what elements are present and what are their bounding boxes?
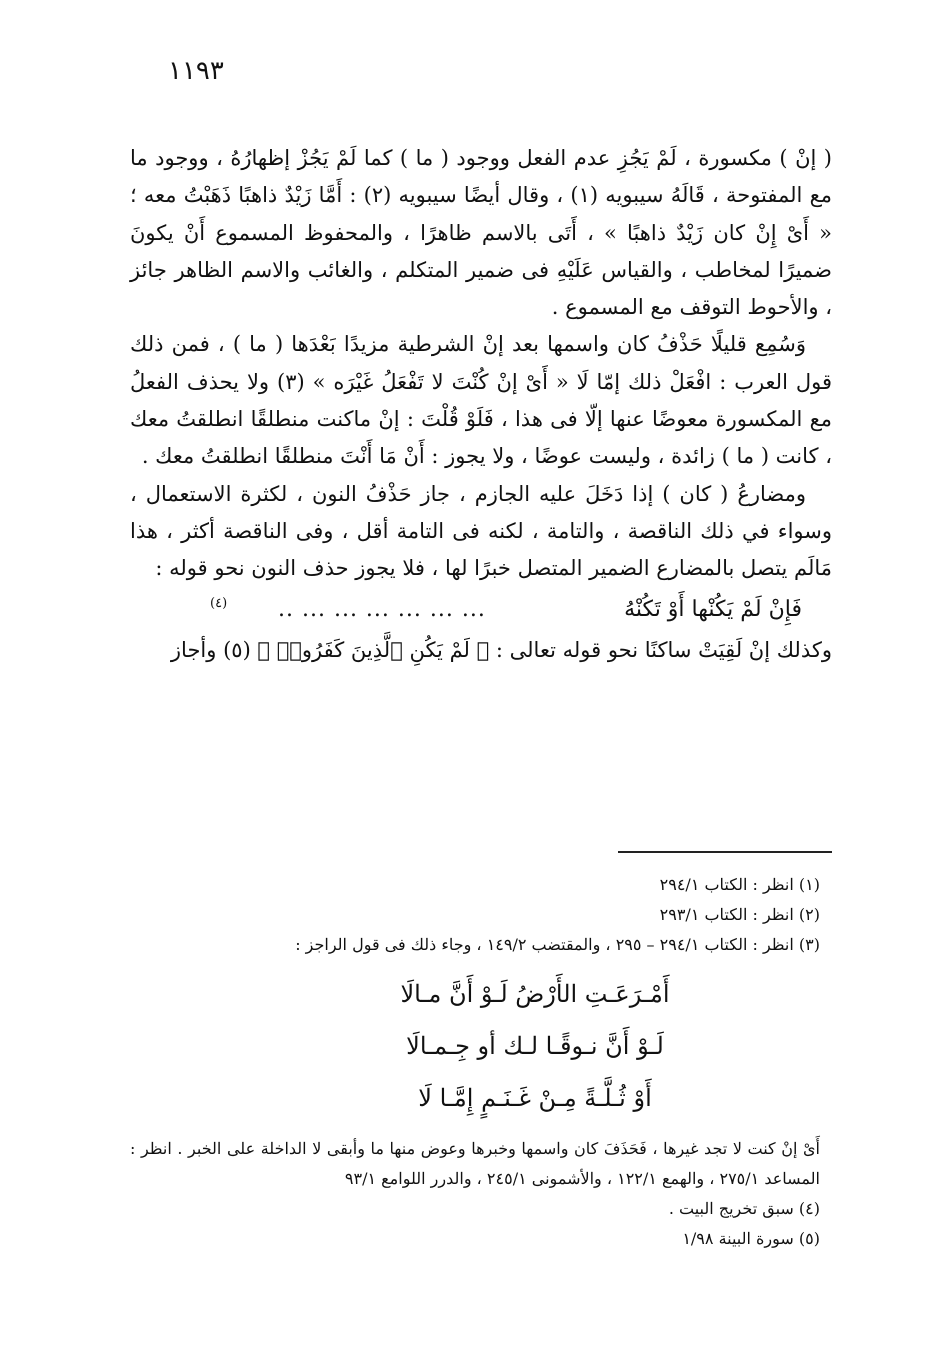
main-text xyxy=(130,140,832,669)
footnote-verse xyxy=(250,968,820,1124)
paragraph-3: ومضارعُ ( كان ) إذا دَخَلَ عليه الجازم ، جاز حَذْفُ النون ، لكثرة الاستعمال ، وسواء في ذلك الناقصة ، والتامة ، لكنه فى التامة أقل ، وفى الناقصة أكثر ، هذا مَالَم يتصل بالمضارع الضمير المتصل خبرًا لها ، فلا يجوز حذف النون نحو قوله : xyxy=(130,481,832,581)
poem-second-hemistich: ... ... ... ... ... ... .. xyxy=(278,596,486,622)
footnote-4: (٤) سبق تخريج البيت . xyxy=(668,1199,820,1218)
poem-line xyxy=(130,588,832,632)
footnote-divider xyxy=(618,851,832,853)
verse-line-3: أَوْ ثُـلَّـةً مِـنْ غَـنَـمٍ إِمَّـا لَا xyxy=(418,1084,652,1112)
paragraph-2: وَسُمِع قليلًا حَذْفُ كان واسمها بعد إنْ الشرطية مزيدًا بَعْدَها ( ما ) ، فمن ذلك قول العرب : افْعَلْ ذلك إمّا لَا « أَىْ إنْ كُنْتَ لا تَفْعَلُ غَيْرَه » (٣) ولا يحذف الفعلُ مع المكسورة معوضًا عنها إلّا فى هذا ، فَلَوْ قُلْتَ : إنْ ماكنت منطلقًا انطلقتُ معك ، كانت ( ما ) زائدة ، وليست عوضًا ، ولا يجوز : أَنْ مَا أَنْتَ منطلقًا انطلقتُ معك . xyxy=(130,332,832,469)
poem-footnote-ref: (٤) xyxy=(210,595,228,611)
paragraph-4: وكذلك إنْ لَقِيَتْ ساكنًا نحو قوله تعالى : ﴿ لَمْ يَكُنِ ٱلَّذِينَ كَفَرُوا۟ ﴾ (٥) وأجاز xyxy=(170,637,832,662)
paragraph-1: ( إنْ ) مكسورة ، لَمْ يَجُزِ عدم الفعل ووجود ( ما ) كما لَمْ يَجُزْ إظهارُهُ ، ووجود ما مع المفتوحة ، قَالَهُ سيبويه (١) ، وقال أيضًا سيبويه (٢) : أَمَّا زَيْدٌ ذاهبًا ذَهَبْتُ معه ؛ « أَىْ إِنْ كان زَيْدٌ ذاهبًا » ، أَتَى بالاسم ظاهرًا ، والمحفوظ المسموع أَنْ يكونَ ضميرًا لمخاطب ، والقياس عَلَيْهِ فى ضمير المتكلم ، والغائب والاسم الظاهر جائز ، والأحوط التوقف مع المسموع . xyxy=(130,146,833,320)
footnote-1: (١) انظر : الكتاب ٢٩٤/١ xyxy=(659,875,820,894)
poem-first-hemistich: فَإِنْ لَمْ يَكُنْها أَوْ تَكُنْهُ xyxy=(624,596,802,622)
footnotes xyxy=(130,870,820,1254)
footnote-3: (٣) انظر : الكتاب ٢٩٤/١ – ٢٩٥ ، والمقتضب ١٤٩/٢ ، وجاء ذلك فى قول الراجز : xyxy=(295,935,820,954)
footnote-3-continuation: أَىْ إنْ كنت لا تجد غيرها ، فَحَذَفَ كان واسمها وخبرها وعوض منها ما وأبقى لا الداخلة على الخبر . انظر : المساعد ٢٧٥/١ ، والهمع ١٢٢/١ ، والأشمونى ٢٤٥/١ ، والدرر اللوامع ٩٣/١ xyxy=(130,1139,820,1188)
footnote-5: (٥) سورة البينة ١/٩٨ xyxy=(682,1229,820,1248)
page-number: ١١٩٣ xyxy=(168,56,224,86)
verse-line-1: أَمْـرَعَـتِ الأَرْضُ لَـوْ أَنَّ مـالَا xyxy=(400,980,670,1008)
verse-line-2: لَـوْ أَنَّ نـوقًـا لـك أو جِـمـالَا xyxy=(406,1032,664,1060)
footnote-2: (٢) انظر : الكتاب ٢٩٣/١ xyxy=(659,905,820,924)
